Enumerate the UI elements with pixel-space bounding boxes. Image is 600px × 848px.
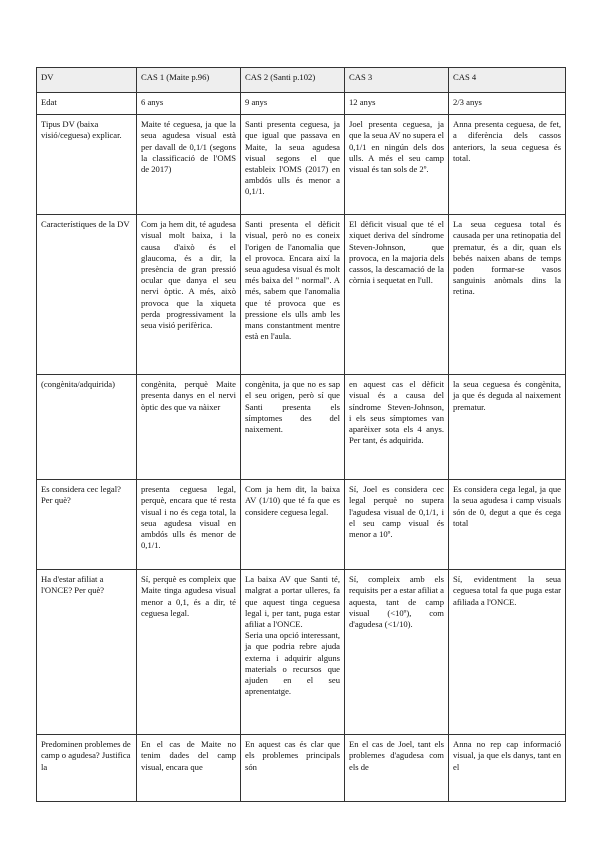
table-cell: congènita, ja que no es sap el seu origen, però sí que Santi presenta els símptomes des del naixement. xyxy=(241,375,345,480)
header-cell-cas1: CAS 1 (Maite p.96) xyxy=(137,68,241,93)
table-row-caracteristiques xyxy=(37,215,566,375)
table-cell: Es considera cega legal, ja que la seua agudesa i camp visuals són de 0, degut a que és cega total xyxy=(449,480,566,570)
header-cell-cas2: CAS 2 (Santi p.102) xyxy=(241,68,345,93)
table-cell: en aquest cas el dèficit visual és a causa del síndrome Steven-Johnson, i els seus símptomes van aparèixer sota els 4 anys. Per tant, és adquirida. xyxy=(345,375,449,480)
table-cell: Anna presenta ceguesa, de fet, a diferència dels cassos anteriors, la seua ceguesa és total. xyxy=(449,115,566,215)
table-cell: 9 anys xyxy=(241,93,345,115)
table-cell: Joel presenta ceguesa, ja que la seua AV no supera el 0,1/1 en ningún dels dos ulls. A més el seu camp visual és tan sols de 2º. xyxy=(345,115,449,215)
row-label: Predominen problemes de camp o agudesa? Justifica la xyxy=(37,735,137,802)
table-cell: 12 anys xyxy=(345,93,449,115)
table-cell: Sí, perquè es compleix que Maite tinga agudesa visual menor a 0,1, és a dir, té ceguesa legal. xyxy=(137,570,241,735)
table-cell: En el cas de Maite no tenim dades del camp visual, encara que xyxy=(137,735,241,802)
row-label: Tipus DV (baixa visió/ceguesa) explicar. xyxy=(37,115,137,215)
header-cell-cas4: CAS 4 xyxy=(449,68,566,93)
row-label: Ha d'estar afiliat a l'ONCE? Per què? xyxy=(37,570,137,735)
table-cell: La baixa AV que Santi té, malgrat a portar ulleres, fa que aquest tinga ceguesa legal i, per tant, puga estar afiliat a l'ONCE. Seria una opció interessant, ja que podria rebre ajuda externa i adquirir alguns materials o recursos que ajuden en el seu aprenentatge. xyxy=(241,570,345,735)
table-row-congenita xyxy=(37,375,566,480)
table-cell: 2/3 anys xyxy=(449,93,566,115)
comparison-table xyxy=(36,67,566,802)
table-row-edat xyxy=(37,93,566,115)
header-cell-cas3: CAS 3 xyxy=(345,68,449,93)
table-cell: Santi presenta ceguesa, ja que igual que passava en Maite, la seua agudesa visual segons el que estableix l'OMS (2017) en ambdós ulls és menor a 0,1/1. xyxy=(241,115,345,215)
table-row-tipus xyxy=(37,115,566,215)
row-label: Edat xyxy=(37,93,137,115)
row-label: Es considera cec legal? Per què? xyxy=(37,480,137,570)
table-cell: la seua ceguesa és congènita, ja que és deguda al naixement prematur. xyxy=(449,375,566,480)
table-cell: congènita, perquè Maite presenta danys en el nervi òptic des que va nàixer xyxy=(137,375,241,480)
table-cell: En aquest cas és clar que els problemes principals són xyxy=(241,735,345,802)
table-cell: Anna no rep cap informació visual, ja que els danys, tant en el xyxy=(449,735,566,802)
table-cell: Sí, evidentment la seua ceguesa total fa que puga estar afiliada a l'ONCE. xyxy=(449,570,566,735)
table-cell: Sí, compleix amb els requisits per a estar afiliat a aquesta, tant de camp visual (<10º), com d'agudesa (<1/10). xyxy=(345,570,449,735)
table-row-cec-legal xyxy=(37,480,566,570)
header-row xyxy=(37,68,566,93)
table-cell: El dèficit visual que té el xiquet deriva del síndrome Steven-Johnson, que provoca, en la majoria dels cassos, la descamació de la còrnia i sequetat en l'ull. xyxy=(345,215,449,375)
table-cell: Maite té ceguesa, ja que la seua agudesa visual està per davall de 0,1/1 (segons la classificació de l'OMS de 2017) xyxy=(137,115,241,215)
table-cell: presenta ceguesa legal, perquè, encara que té resta visual i no és cega total, la seua agudesa visual en ambdós ulls és menor de 0,1/1. xyxy=(137,480,241,570)
table-cell: Com ja hem dit, la baixa AV (1/10) que té fa que es considere ceguesa legal. xyxy=(241,480,345,570)
table-row-once xyxy=(37,570,566,735)
table-cell: La seua ceguesa total és causada per una retinopatia del prematur, és a dir, quan els bebés naixen abans de temps poden formar-se vasos sanguinis anòmals dins la retina. xyxy=(449,215,566,375)
table-row-predominen xyxy=(37,735,566,802)
row-label: Característiques de la DV xyxy=(37,215,137,375)
row-label: (congènita/adquirida) xyxy=(37,375,137,480)
table-cell: En el cas de Joel, tant els problemes d'agudesa com els de xyxy=(345,735,449,802)
table-cell: 6 anys xyxy=(137,93,241,115)
header-cell-dv: DV xyxy=(37,68,137,93)
table-cell: Santi presenta el dèficit visual, però no es coneix l'origen de l'anomalia que el provoca. Encara així la seua agudesa visual és molt més baixa del " normal". A més, sabem que l'anomalia que té provoca que es pressione els ulls amb les mans constantment mentre està en l'aula. xyxy=(241,215,345,375)
table-cell: Com ja hem dit, té agudesa visual molt baixa, i la causa d'això és el glaucoma, és a dir, la presència de gran pressió ocular que danya el seu nervi òptic. A més, això provoca que la xiqueta perda progressivament la seua visió perifèrica. xyxy=(137,215,241,375)
table-cell: Sí, Joel es considera cec legal perquè no supera l'agudesa visual de 0,1/1, i el seu camp visual és menor a 10º. xyxy=(345,480,449,570)
